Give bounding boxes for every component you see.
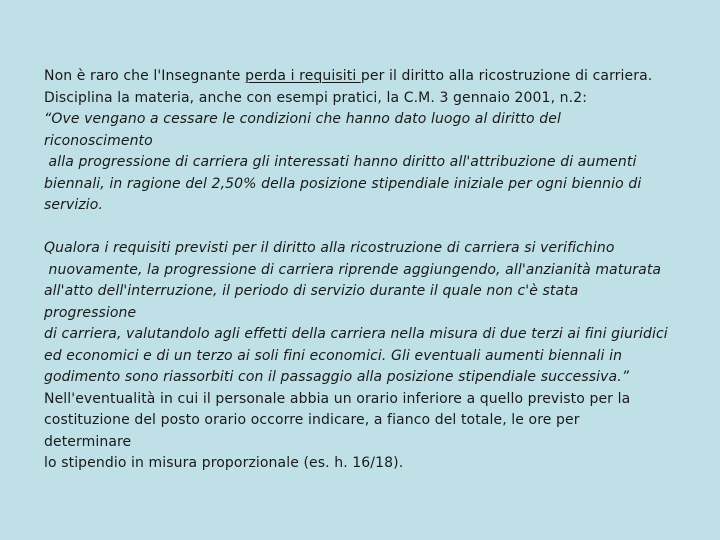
- intro-line-1-end: per il diritto alla ricostruzione di carriera.: [360, 68, 653, 84]
- quote-line: all'atto dell'interruzione, il periodo di servizio durante il quale non c'è stata: [44, 283, 579, 299]
- quote-line: servizio.: [44, 197, 103, 213]
- quote-line: nuovamente, la progressione di carriera riprende aggiungendo, all'anzianità maturata: [44, 261, 662, 278]
- intro-line-2: Disciplina la materia, anche con esempi pratici, la C.M. 3 gennaio 2001, n.2:: [44, 89, 588, 106]
- quote-line: alla progressione di carriera gli interessati hanno diritto all'attribuzione di aumenti: [44, 154, 637, 170]
- quote-line: “Ove vengano a cessare le condizioni che hanno dato luogo al diritto del: [44, 111, 561, 127]
- quote-line: riconoscimento: [44, 132, 153, 149]
- intro-line-1-start: Non è raro che l'Insegnante: [44, 68, 246, 84]
- closing-line: costituzione del posto orario occorre indicare, a fianco del totale, le ore per: [44, 412, 580, 428]
- quote-line: Qualora i requisiti previsti per il diritto alla ricostruzione di carriera si verifichino: [44, 240, 615, 256]
- closing-line: lo stipendio in misura proporzionale (es. h. 16/18).: [44, 455, 404, 471]
- text-block: [44, 66, 704, 475]
- underlined-phrase: perda i requisiti: [245, 68, 361, 84]
- quote-line: di carriera, valutandolo agli effetti della carriera nella misura di due terzi ai fini giuridici: [44, 326, 668, 342]
- intro-line-1: [44, 66, 704, 88]
- closing-line: determinare: [44, 433, 132, 450]
- quote-line: biennali, in ragione del 2,50% della posizione stipendiale iniziale per ogni biennio di: [44, 175, 642, 192]
- closing-line: Nell'eventualità in cui il personale abbia un orario inferiore a quello previsto per la: [44, 390, 631, 407]
- quote-line: ed economici e di un terzo ai soli fini economici. Gli eventuali aumenti biennali in: [44, 347, 623, 364]
- paragraph-gap: [44, 217, 704, 239]
- quote-line: progressione: [44, 304, 137, 321]
- quote-line: godimento sono riassorbiti con il passaggio alla posizione stipendiale successiva.”: [44, 369, 630, 385]
